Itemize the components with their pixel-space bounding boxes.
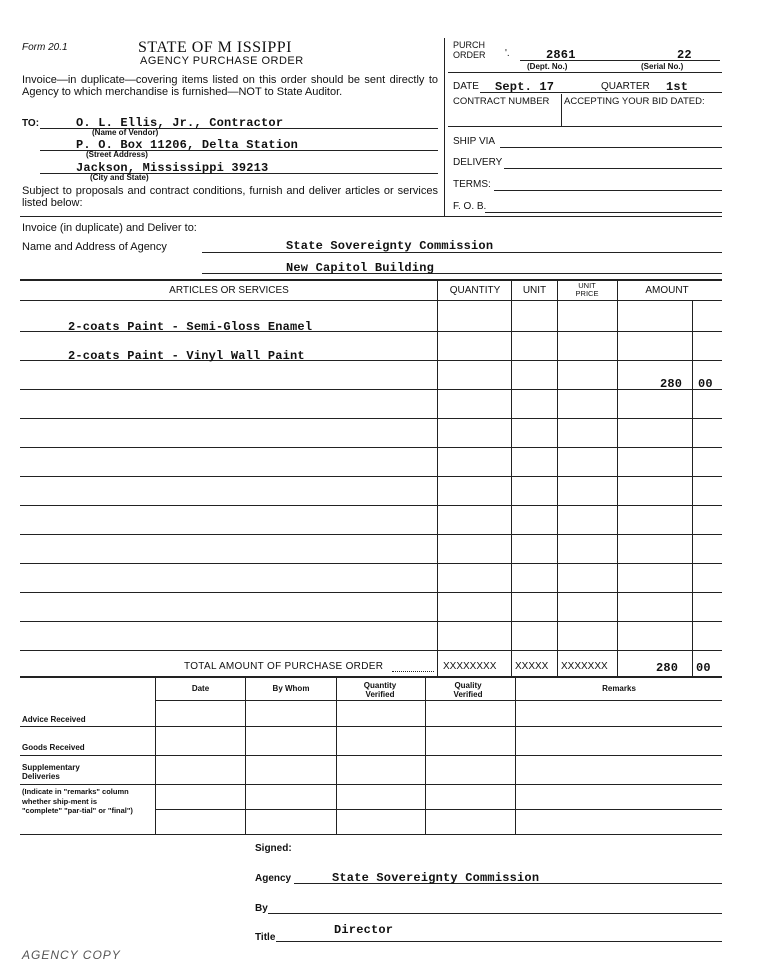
vendor-city-label: (City and State)	[90, 173, 149, 182]
supplementary-note: (Indicate in "remarks" column whether ship-ment is "complete" "par-tial" or "final")	[22, 787, 133, 815]
dept-no-value: 2861	[546, 48, 576, 62]
invoice-deliver-label: Invoice (in duplicate) and Deliver to:	[22, 222, 197, 234]
quantity-header: QUANTITY	[449, 285, 501, 296]
items-table-bottom	[20, 676, 722, 678]
agency-sign-label: Agency	[255, 873, 292, 884]
agency-sign-value: State Sovereignty Commission	[332, 871, 540, 885]
line-amount-dollars: 280	[660, 377, 683, 391]
receiving-date-header: Date	[191, 684, 210, 693]
title-label: Title	[255, 932, 276, 943]
vendor-city: Jackson, Mississippi 39213	[76, 161, 269, 175]
signed-label: Signed:	[255, 843, 292, 854]
quarter-value: 1st	[666, 80, 689, 94]
to-label: TO:	[22, 118, 40, 129]
section-divider	[20, 216, 722, 217]
agency-copy-stamp: AGENCY COPY	[22, 948, 121, 962]
item-line-2: 2-coats Paint - Vinyl Wall Paint	[68, 349, 305, 363]
purchase-order-label: PURCH ORDER	[453, 40, 486, 60]
total-dollars: 280	[656, 661, 679, 675]
title-value: Director	[334, 923, 394, 937]
vendor-street: P. O. Box 11206, Delta Station	[76, 138, 299, 152]
vendor-name-label: (Name of Vendor)	[92, 128, 159, 137]
quantity-verified-header: Quantity Verified	[363, 681, 397, 699]
delivery-label: DELIVERY	[453, 157, 503, 168]
accepting-bid-label: ACCEPTING YOUR BID DATED:	[564, 96, 705, 107]
contract-number-label: CONTRACT NUMBER	[453, 96, 550, 107]
quarter-label: QUARTER	[601, 81, 650, 92]
serial-no-value: 22	[677, 48, 692, 62]
by-label: By	[255, 903, 268, 914]
dept-no-label: (Dept. No.)	[527, 62, 568, 71]
total-unit: XXXXX	[515, 661, 549, 672]
date-label: DATE	[453, 81, 479, 92]
serial-no-label: (Serial No.)	[641, 62, 684, 71]
quality-verified-header: Quality Verified	[453, 681, 483, 699]
unit-price-header: UNIT PRICE	[575, 281, 599, 298]
form-title: AGENCY PURCHASE ORDER	[140, 55, 304, 67]
header-divider	[444, 38, 445, 216]
invoice-instructions: Invoice—in duplicate—covering items listed on this order should be sent directly to Agency to which merchandise is furnished—NOT to State Auditor.	[22, 74, 438, 98]
item-line-1: 2-coats Paint - Semi-Gloss Enamel	[68, 320, 313, 334]
goods-received-label: Goods Received	[22, 743, 85, 752]
articles-header: ARTICLES OR SERVICES	[169, 285, 289, 296]
agency-address-value: New Capitol Building	[286, 261, 435, 275]
unit-header: UNIT	[522, 285, 547, 296]
terms-label: TERMS:	[453, 179, 491, 190]
receiving-by-whom-header: By Whom	[272, 684, 310, 693]
state-title: STATE OF M ISSIPPI	[138, 39, 292, 56]
advice-received-label: Advice Received	[22, 715, 86, 724]
fob-label: F. O. B.	[453, 201, 487, 212]
total-cents: 00	[696, 661, 711, 675]
total-unit-price: XXXXXXX	[561, 661, 608, 672]
agency-name-address-label: Name and Address of Agency	[22, 241, 167, 253]
remarks-header: Remarks	[602, 684, 636, 693]
order-number-prefix: '.	[505, 48, 510, 59]
subject-text: Subject to proposals and contract conditions, furnish and deliver articles or services listed below:	[22, 185, 438, 209]
vendor-name: O. L. Ellis, Jr., Contractor	[76, 116, 284, 130]
ship-via-label: SHIP VIA	[453, 136, 496, 147]
agency-name-value: State Sovereignty Commission	[286, 239, 494, 253]
total-quantity: XXXXXXXX	[443, 661, 497, 672]
amount-header: AMOUNT	[645, 285, 689, 296]
total-label: TOTAL AMOUNT OF PURCHASE ORDER	[184, 661, 384, 672]
line-amount-cents: 00	[698, 377, 713, 391]
vendor-street-label: (Street Address)	[86, 150, 148, 159]
supplementary-deliveries-label: Supplementary Deliveries	[22, 763, 80, 781]
form-number: Form 20.1	[22, 42, 68, 53]
date-value: Sept. 17	[495, 80, 555, 94]
